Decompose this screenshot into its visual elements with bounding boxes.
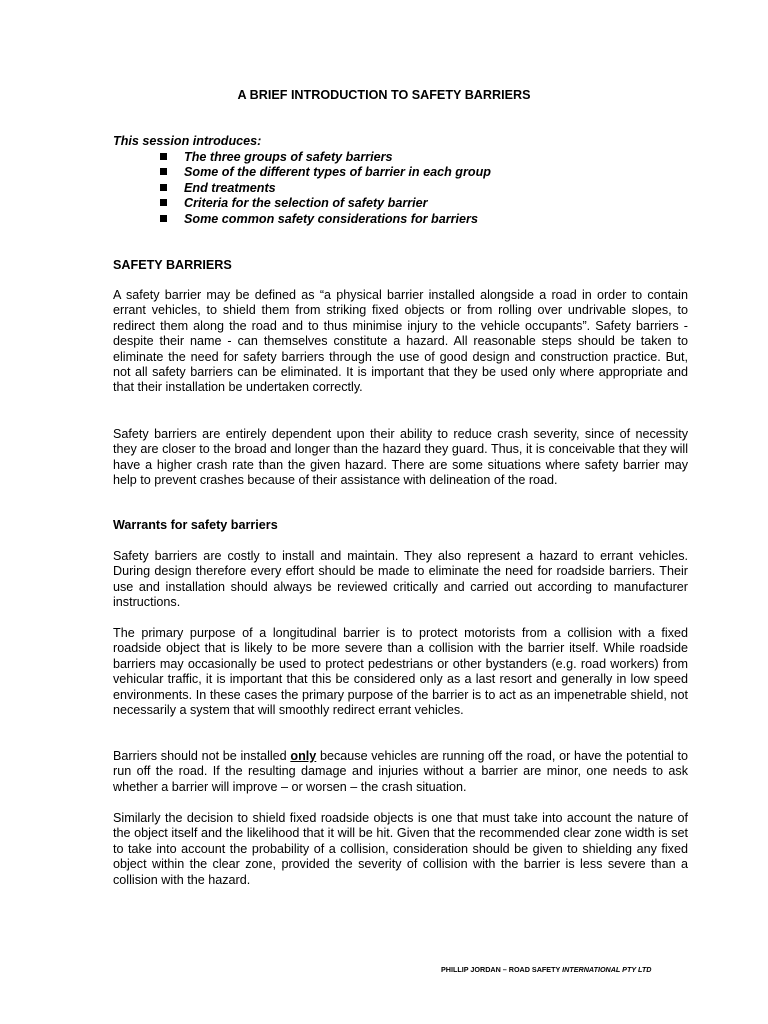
paragraph-text: Barriers should not be installed [113,749,291,763]
paragraph-crash-severity: Safety barriers are entirely dependent upon their ability to reduce crash severity, since of necessity they are closer to the broad and longer than the hazard they guard. Thus, it is conceivable that they will have a higher crash rate than the given hazard. There are some situations where safety barrier may help to prevent crashes because of their assistance with delineation of the road. [113,427,688,488]
list-item [160,181,491,196]
list-item-text: End treatments [184,180,276,195]
bullet-marker-icon [160,215,167,222]
bullet-marker-icon [160,153,167,160]
paragraph-install-only [113,749,688,795]
paragraph-fixed-objects: Similarly the decision to shield fixed roadside objects is one that must take into account the nature of the object itself and the likelihood that it will be hit. Given that the recommended clear zone width is set to take into account the probability of a collision, consideration should be given to shielding any fixed object within the clear zone, provided the severity of collision with the barrier is less severe than a collision with the hazard. [113,811,688,887]
footer-company: INTERNATIONAL PTY LTD [562,965,652,974]
page-footer [441,962,651,977]
paragraph-definition: A safety barrier may be defined as “a physical barrier installed alongside a road in order to contain errant vehicles, to shield them from striking fixed objects or from rolling over undrivable slopes, to redirect them along the road and to thus minimise injury to the vehicle occupants”. Safety barriers - despite their name - can themselves constitute a hazard. All reasonable steps should be taken to eliminate the need for safety barriers through the use of good design and construction practice. But, not all safety barriers can be eliminated. It is important that they be used only where appropriate and that their installation be undertaken correctly. [113,288,688,395]
list-item-text: Some common safety considerations for barriers [184,211,478,226]
section-heading-safety-barriers: SAFETY BARRIERS [113,258,232,272]
paragraph-costly: Safety barriers are costly to install and maintain. They also represent a hazard to errant vehicles. During design therefore every effort should be made to eliminate the need for roadside barriers. Their use and installation should always be reviewed critically and carried out according to manufacturer instructions. [113,549,688,610]
bullet-marker-icon [160,199,167,206]
intro-heading: This session introduces: [113,134,262,148]
paragraph-text: because vehicles are running off the road, or have the potential to run off the road. If the resulting damage and injuries without a barrier are minor, one needs to ask whether a barrier will improve – or worsen – the crash situation. [113,749,688,794]
page-title: A BRIEF INTRODUCTION TO SAFETY BARRIERS [237,88,531,102]
list-item-text: The three groups of safety barriers [184,150,393,164]
list-item [160,212,491,227]
emphasis-only: only [290,749,317,763]
list-item-text: Some of the different types of barrier in each group [184,165,491,180]
intro-bullet-list [160,150,491,227]
list-item [160,165,491,180]
list-item [160,196,491,211]
footer-author: PHILLIP JORDAN – ROAD SAFETY [441,965,563,974]
bullet-marker-icon [160,184,167,191]
paragraph-primary-purpose: The primary purpose of a longitudinal barrier is to protect motorists from a collision with a fixed roadside object that is likely to be more severe than a collision with the barrier itself. While roadside barriers may occasionally be used to protect pedestrians or other bystanders (e.g. road workers) from vehicular traffic, it is important that this be considered only as a last resort and generally in low speed environments. In these cases the primary purpose of the barrier is to act as an impenetrable shield, not necessarily a system that will smoothly redirect errant vehicles. [113,626,688,718]
bullet-marker-icon [160,168,167,175]
section-heading-warrants: Warrants for safety barriers [113,518,278,532]
list-item-text: Criteria for the selection of safety barrier [184,196,428,211]
list-item [160,150,491,165]
